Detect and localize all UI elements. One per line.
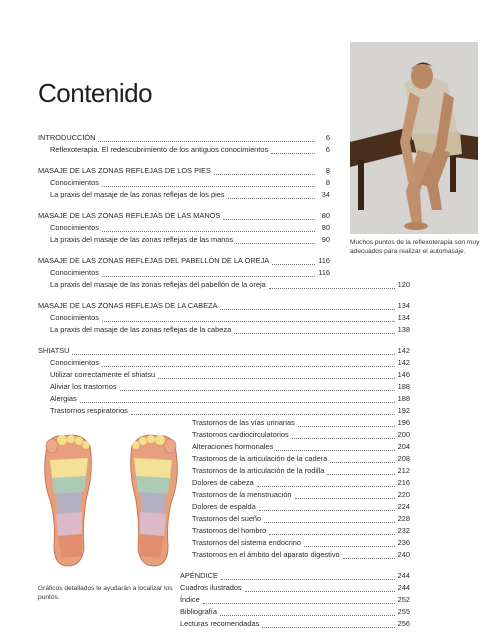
toc-page: 224 bbox=[397, 502, 410, 511]
dot-leader bbox=[272, 256, 315, 265]
dot-leader bbox=[102, 358, 395, 367]
toc-entry[interactable] bbox=[50, 222, 330, 234]
toc-page: 138 bbox=[397, 325, 410, 334]
toc-label: Trastornos de la menstruación bbox=[192, 490, 292, 499]
toc-label: Alergias bbox=[50, 394, 77, 403]
toc-entry[interactable] bbox=[50, 189, 330, 201]
toc-entry[interactable] bbox=[38, 210, 330, 222]
toc-entry[interactable] bbox=[180, 570, 410, 582]
toc-label: Trastornos de la articulación de la cadera bbox=[192, 454, 328, 463]
dot-leader bbox=[158, 370, 395, 379]
toc-label: Trastornos del sistema endocrino bbox=[192, 538, 301, 547]
dot-leader bbox=[234, 325, 394, 334]
page-title: Contenido bbox=[38, 78, 153, 108]
dot-leader bbox=[102, 268, 315, 277]
toc-page: 146 bbox=[397, 370, 410, 379]
foot-reflexology-illustration bbox=[36, 430, 186, 570]
toc-entry[interactable] bbox=[50, 279, 410, 291]
toc-page: 134 bbox=[397, 313, 410, 322]
dot-leader bbox=[72, 346, 394, 355]
toc-label: La praxis del masaje de las zonas reflejas de la cabeza bbox=[50, 325, 232, 334]
toc-label: Conocimientos bbox=[50, 358, 99, 367]
dot-leader bbox=[292, 430, 395, 439]
toc-entry[interactable] bbox=[50, 393, 410, 405]
dot-leader bbox=[295, 490, 395, 499]
toc-entry[interactable] bbox=[50, 144, 330, 156]
dot-leader bbox=[214, 166, 315, 175]
toc-label: SHIATSU bbox=[38, 346, 70, 355]
massage-photo bbox=[350, 42, 478, 234]
dot-leader bbox=[98, 133, 315, 142]
toc-label: MASAJE DE LAS ZONAS REFLEJAS DE LA CABEZA bbox=[38, 301, 218, 310]
toc-label: Trastornos respiratorios bbox=[50, 406, 128, 415]
toc-entry[interactable] bbox=[192, 429, 410, 441]
toc-page: 90 bbox=[321, 235, 330, 244]
toc-page: 80 bbox=[321, 211, 330, 220]
dot-leader bbox=[257, 478, 395, 487]
dot-leader bbox=[271, 145, 315, 154]
toc-label: Conocimientos bbox=[50, 313, 99, 322]
toc-entry[interactable] bbox=[50, 324, 410, 336]
toc-label: La praxis del masaje de las zonas reflejas de los pies bbox=[50, 190, 225, 199]
toc-entry[interactable] bbox=[50, 405, 410, 417]
toc-page: 200 bbox=[397, 430, 410, 439]
toc-page: 208 bbox=[397, 454, 410, 463]
toc-page: 120 bbox=[397, 280, 410, 289]
feet-caption: Gráficos detallados le ayudarán a localizar los puntos. bbox=[38, 585, 173, 601]
toc-entry[interactable] bbox=[192, 489, 410, 501]
dot-leader bbox=[203, 595, 395, 604]
toc-page: 255 bbox=[397, 607, 410, 616]
toc-page: 6 bbox=[325, 145, 330, 154]
dot-leader bbox=[269, 280, 395, 289]
toc-entry[interactable] bbox=[180, 606, 410, 618]
toc-entry[interactable] bbox=[50, 381, 410, 393]
dot-leader bbox=[120, 382, 395, 391]
toc-label: Bibliografía bbox=[180, 607, 217, 616]
toc-page: 212 bbox=[397, 466, 410, 475]
toc-page: 116 bbox=[318, 268, 330, 277]
toc-label: MASAJE DE LAS ZONAS REFLEJAS DE LAS MANOS bbox=[38, 211, 221, 220]
toc-label: Alteraciones hormonales bbox=[192, 442, 274, 451]
toc-entry[interactable] bbox=[50, 312, 410, 324]
dot-leader bbox=[327, 466, 394, 475]
toc-page: 216 bbox=[397, 478, 410, 487]
toc-entry[interactable] bbox=[192, 465, 410, 477]
toc-page: 256 bbox=[397, 619, 410, 628]
toc-page: 240 bbox=[397, 550, 410, 559]
dot-leader bbox=[220, 301, 394, 310]
toc-label: Conocimientos bbox=[50, 223, 99, 232]
toc-label: APÉNDICE bbox=[180, 571, 218, 580]
toc-entry[interactable] bbox=[180, 582, 410, 594]
toc-label: Trastornos de las vías urinarias bbox=[192, 418, 295, 427]
toc-entry[interactable] bbox=[38, 255, 330, 267]
toc-label: La praxis del masaje de las zonas reflejas de las manos bbox=[50, 235, 234, 244]
toc-entry[interactable] bbox=[50, 369, 410, 381]
dot-leader bbox=[262, 619, 394, 628]
toc-page: 142 bbox=[397, 346, 410, 355]
toc-label: Conocimientos bbox=[50, 268, 99, 277]
toc-page: 6 bbox=[325, 133, 330, 142]
dot-leader bbox=[269, 526, 395, 535]
toc-page: 244 bbox=[397, 571, 410, 580]
toc-label: Lecturas recomendadas bbox=[180, 619, 260, 628]
toc-page: 244 bbox=[397, 583, 410, 592]
toc-page: 188 bbox=[397, 394, 410, 403]
toc-entry[interactable] bbox=[38, 345, 410, 357]
toc-entry[interactable] bbox=[192, 501, 410, 513]
dot-leader bbox=[220, 607, 395, 616]
toc-label: Reflexoterapia. El redescubrimiento de los antiguos conocimientos bbox=[50, 145, 269, 154]
toc-page: 236 bbox=[397, 538, 410, 547]
toc-page: 204 bbox=[397, 442, 410, 451]
toc-label: Trastornos en el ámbito del aparato digestivo bbox=[192, 550, 340, 559]
dot-leader bbox=[330, 454, 394, 463]
dot-leader bbox=[223, 211, 315, 220]
toc-page: 134 bbox=[397, 301, 410, 310]
dot-leader bbox=[245, 583, 395, 592]
dot-leader bbox=[102, 313, 395, 322]
toc-page: 196 bbox=[397, 418, 410, 427]
toc-entry[interactable] bbox=[50, 177, 330, 189]
dot-leader bbox=[221, 571, 395, 580]
dot-leader bbox=[102, 178, 315, 187]
toc-page: 252 bbox=[397, 595, 410, 604]
toc-page: 232 bbox=[397, 526, 410, 535]
toc-label: MASAJE DE LAS ZONAS REFLEJAS DE LOS PIES bbox=[38, 166, 211, 175]
toc-page: 80 bbox=[321, 223, 330, 232]
toc-label: INTRODUCCIÓN bbox=[38, 133, 96, 142]
dot-leader bbox=[304, 538, 395, 547]
toc-entry[interactable] bbox=[192, 525, 410, 537]
dot-leader bbox=[276, 442, 394, 451]
toc-entry[interactable] bbox=[50, 234, 330, 246]
dot-leader bbox=[228, 190, 315, 199]
toc-page: 116 bbox=[318, 256, 330, 265]
toc-label: Dolores de cabeza bbox=[192, 478, 254, 487]
toc-page: 192 bbox=[397, 406, 410, 415]
toc-entry[interactable] bbox=[38, 165, 330, 177]
toc-entry[interactable] bbox=[192, 477, 410, 489]
toc-label: Trastornos del sueño bbox=[192, 514, 262, 523]
toc-entry[interactable] bbox=[180, 594, 410, 606]
dot-leader bbox=[259, 502, 395, 511]
toc-label: Índice bbox=[180, 595, 200, 604]
dot-leader bbox=[264, 514, 395, 523]
toc-label: Dolores de espalda bbox=[192, 502, 256, 511]
toc-label: Aliviar los trastornos bbox=[50, 382, 117, 391]
toc-entry[interactable] bbox=[192, 453, 410, 465]
toc-entry[interactable] bbox=[180, 618, 410, 630]
toc-entry[interactable] bbox=[192, 513, 410, 525]
toc-label: Trastornos del hombro bbox=[192, 526, 267, 535]
toc-entry[interactable] bbox=[192, 549, 410, 561]
toc-entry[interactable] bbox=[192, 441, 410, 453]
toc-page: 142 bbox=[397, 358, 410, 367]
toc-entry[interactable] bbox=[38, 300, 410, 312]
dot-leader bbox=[131, 406, 395, 415]
toc-entry[interactable] bbox=[38, 132, 330, 144]
toc-label: Trastornos de la articulación de la rodilla bbox=[192, 466, 325, 475]
toc-page: 220 bbox=[397, 490, 410, 499]
dot-leader bbox=[80, 394, 395, 403]
toc-page: 8 bbox=[325, 166, 330, 175]
toc-label: Utilizar correctamente el shiatsu bbox=[50, 370, 156, 379]
toc-page: 8 bbox=[325, 178, 330, 187]
dot-leader bbox=[343, 550, 395, 559]
toc-label: Trastornos cardiocirculatorios bbox=[192, 430, 289, 439]
toc-entry[interactable] bbox=[192, 417, 410, 429]
toc-entry[interactable] bbox=[192, 537, 410, 549]
toc-entry[interactable] bbox=[50, 267, 330, 279]
toc-label: MASAJE DE LAS ZONAS REFLEJAS DEL PABELLÓN DE LA OREJA bbox=[38, 256, 270, 265]
toc-entry[interactable] bbox=[50, 357, 410, 369]
toc-page: 34 bbox=[321, 190, 330, 199]
dot-leader bbox=[102, 223, 315, 232]
toc-label: La praxis del masaje de las zonas reflejas del pabellón de la oreja bbox=[50, 280, 266, 289]
toc-label: Conocimientos bbox=[50, 178, 99, 187]
toc-label: Cuadros ilustrados bbox=[180, 583, 242, 592]
dot-leader bbox=[298, 418, 395, 427]
dot-leader bbox=[236, 235, 315, 244]
toc-page: 228 bbox=[397, 514, 410, 523]
photo-caption: Muchos puntos de la reflexoterapia son muy adecuados para realizar el automasaje. bbox=[350, 239, 480, 255]
toc-page: 188 bbox=[397, 382, 410, 391]
